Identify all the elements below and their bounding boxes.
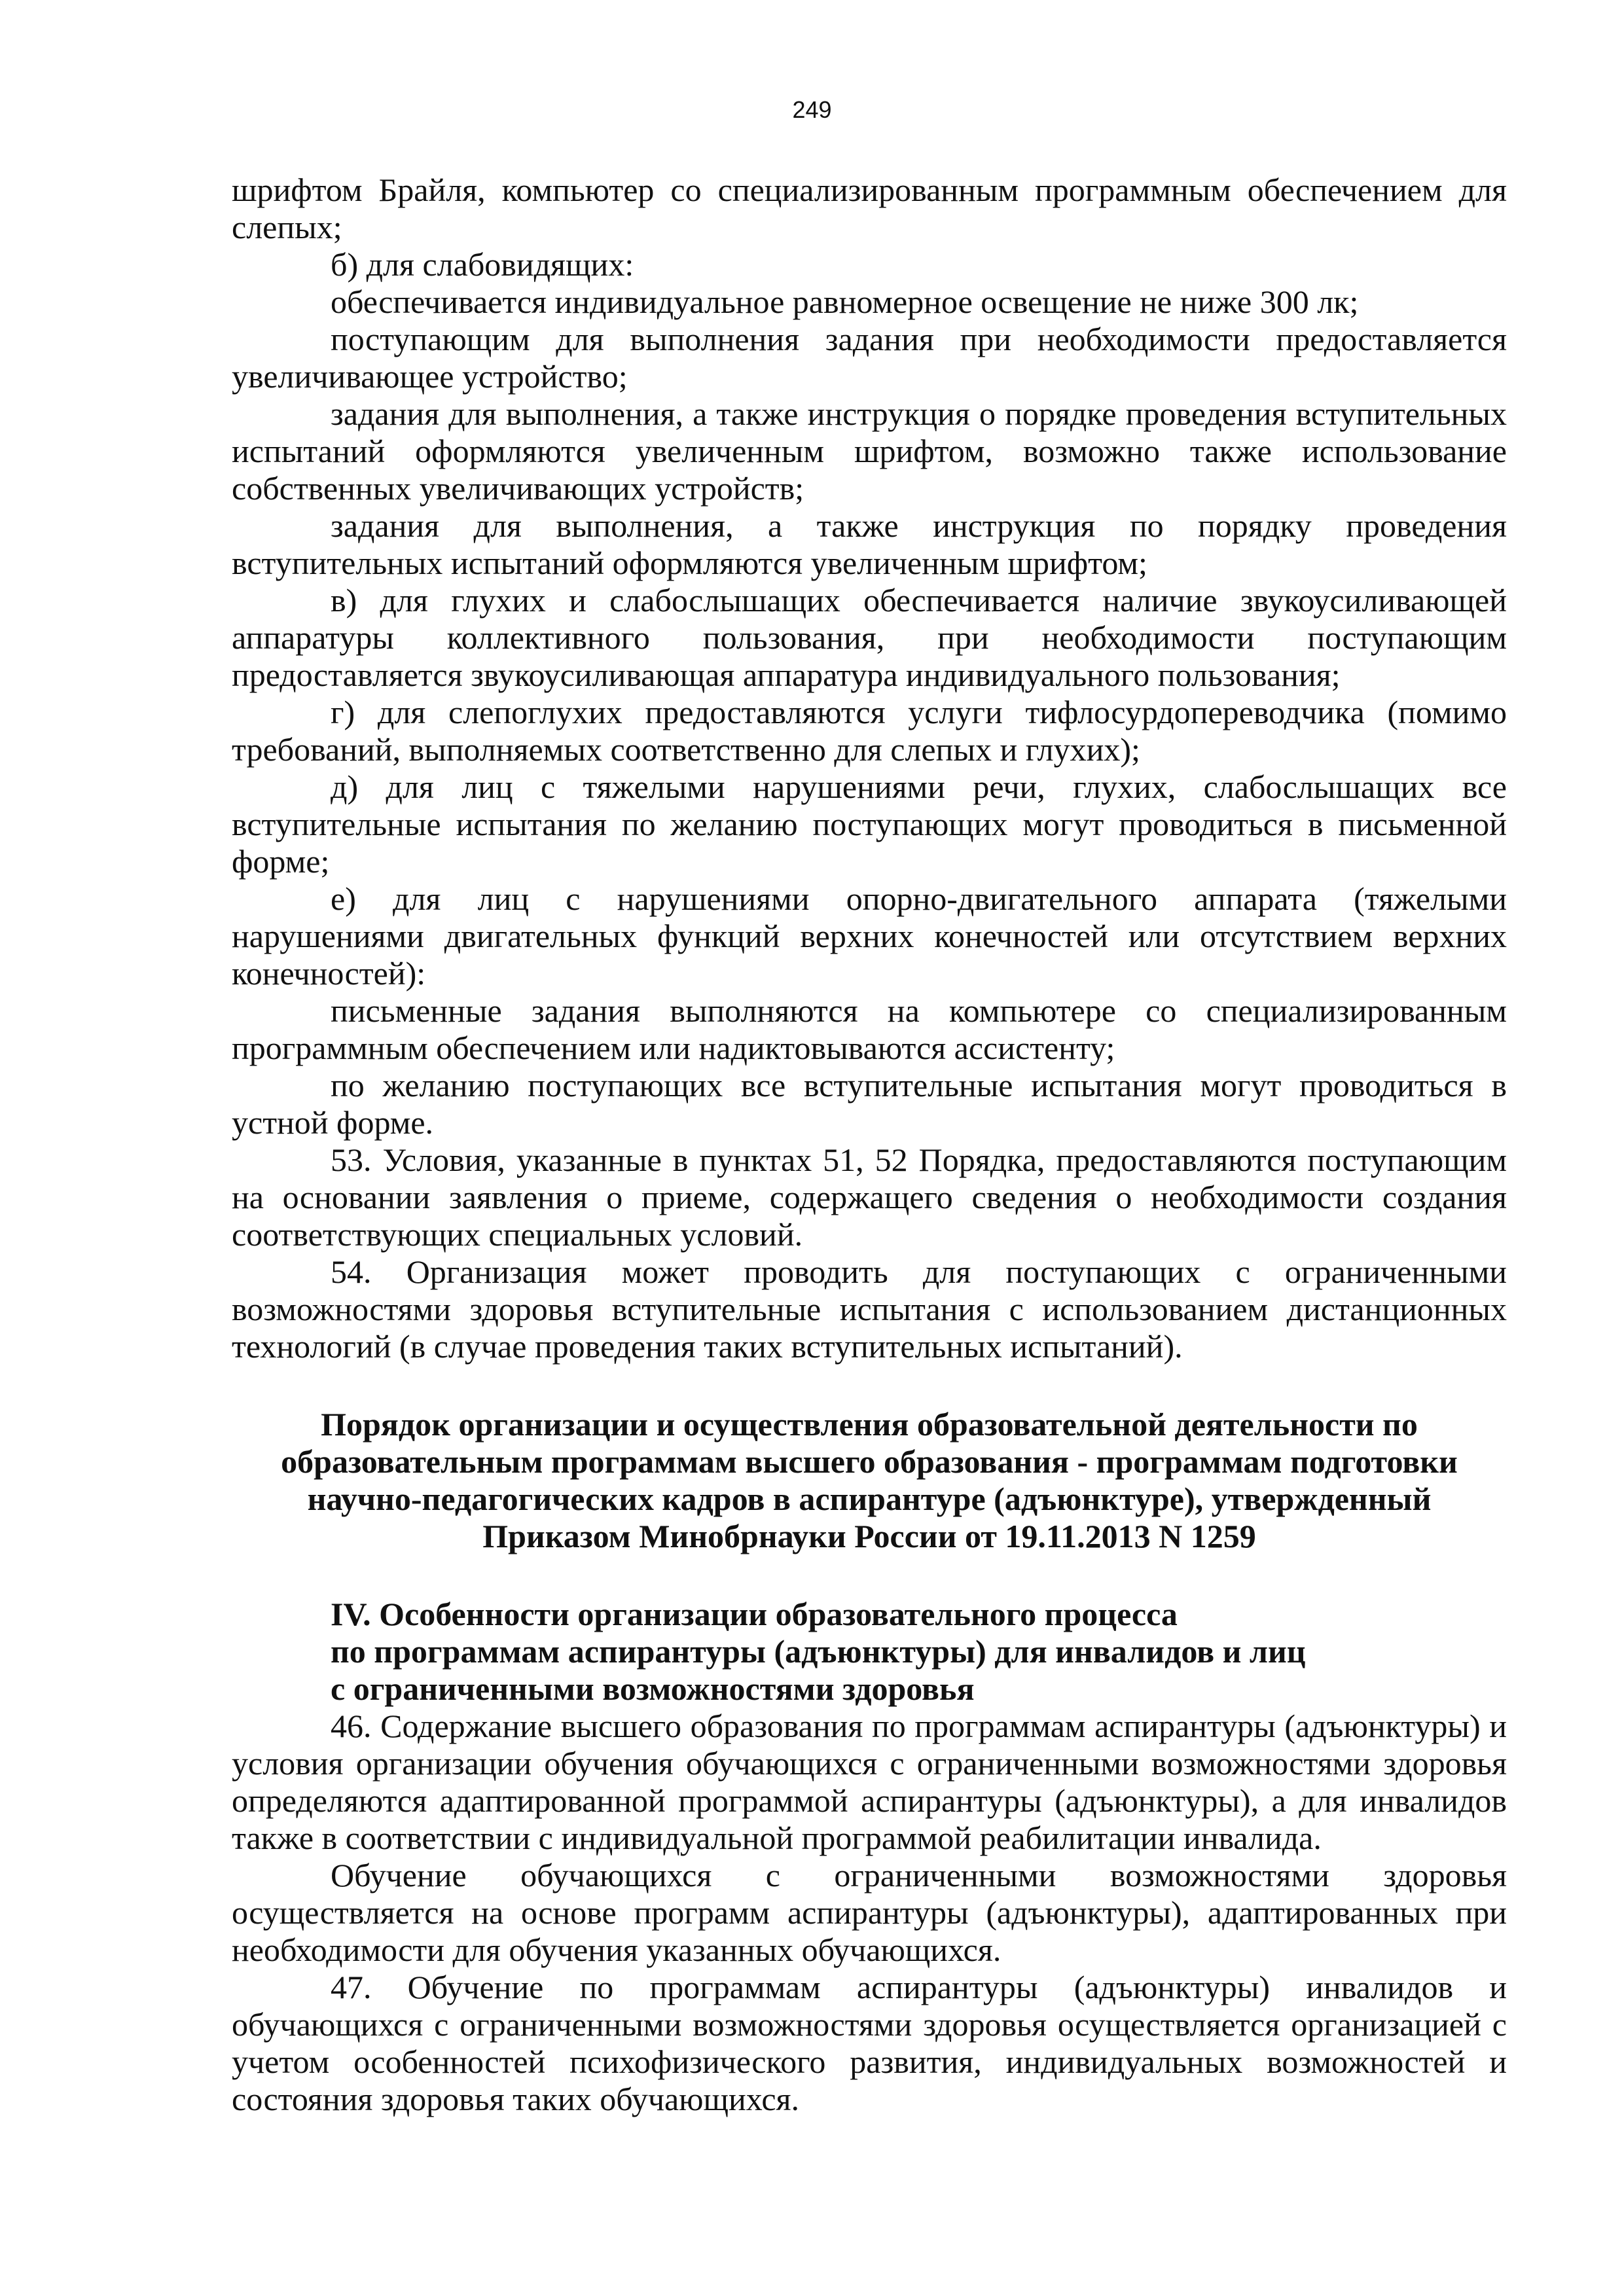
section-title xyxy=(232,1596,1507,1708)
spacer xyxy=(232,1555,1507,1596)
section-title-line: по программам аспирантуры (адъюнктуры) для инвалидов и лиц xyxy=(331,1633,1306,1670)
section-body xyxy=(232,1708,1507,2118)
paragraph: по желанию поступающих все вступительные испытания могут проводиться в устной форме. xyxy=(232,1067,1507,1141)
paragraph: письменные задания выполняются на компьютере со специализированным программным обеспечением или надиктовываются ассистенту; xyxy=(232,992,1507,1066)
paragraph: 54. Организация может проводить для поступающих с ограниченными возможностями здоровья вступительные испытания с использованием дистанционных технологий (в случае проведения таких вступительных испытаний). xyxy=(232,1253,1507,1365)
paragraph: обеспечивается индивидуальное равномерное освещение не ниже 300 лк; xyxy=(331,283,1359,320)
page-number: 249 xyxy=(792,96,832,123)
paragraph: задания для выполнения, а также инструкция по порядку проведения вступительных испытаний оформляются увеличенным шрифтом; xyxy=(232,507,1507,581)
document-body xyxy=(232,171,1507,2118)
paragraph: е) для лиц с нарушениями опорно-двигательного аппарата (тяжелыми нарушениями двигательных функций верхних конечностей или отсутствием верхних конечностей): xyxy=(232,880,1507,992)
paragraph: б) для слабовидящих: xyxy=(331,246,634,283)
paragraph: задания для выполнения, а также инструкция о порядке проведения вступительных испытаний оформляются увеличенным шрифтом, возможно также использование собственных увеличивающих устройств; xyxy=(232,395,1507,507)
document-title-line: Порядок организации и осуществления образовательной деятельности по xyxy=(321,1406,1418,1443)
admission-conditions-block xyxy=(232,171,1507,1365)
paragraph: шрифтом Брайля, компьютер со специализированным программным обеспечением для слепых; xyxy=(232,171,1507,245)
document-title xyxy=(232,1406,1507,1555)
paragraph: 53. Условия, указанные в пунктах 51, 52 Порядка, предоставляются поступающим на основании заявления о приеме, содержащего сведения о необходимости создания соответствующих специальных условий. xyxy=(232,1141,1507,1253)
paragraph: Обучение обучающихся с ограниченными возможностями здоровья осуществляется на основе программ аспирантуры (адъюнктуры), адаптированных при необходимости для обучения указанных обучающихся. xyxy=(232,1857,1507,1968)
document-title-line: научно-педагогических кадров в аспирантуре (адъюнктуре), утвержденный xyxy=(307,1480,1432,1517)
document-title-line: Приказом Минобрнауки России от 19.11.2013 N 1259 xyxy=(482,1518,1256,1554)
paragraph: д) для лиц с тяжелыми нарушениями речи, глухих, слабослышащих все вступительные испытания по желанию поступающих могут проводиться в письменной форме; xyxy=(232,768,1507,880)
paragraph: поступающим для выполнения задания при необходимости предоставляется увеличивающее устройство; xyxy=(232,321,1507,395)
section-title-line: с ограниченными возможностями здоровья xyxy=(331,1670,975,1707)
document-title-line: образовательным программам высшего образования - программам подготовки xyxy=(281,1443,1458,1480)
paragraph: г) для слепоглухих предоставляются услуги тифлосурдопереводчика (помимо требований, выполняемых соответственно для слепых и глухих); xyxy=(232,694,1507,768)
paragraph: 46. Содержание высшего образования по программам аспирантуры (адъюнктуры) и условия организации обучения обучающихся с ограниченными возможностями здоровья определяются адаптированной программой аспирантуры (адъюнктуры), а для инвалидов также в соответствии с индивидуальной программой реабилитации инвалида. xyxy=(232,1708,1507,1856)
spacer xyxy=(232,1365,1507,1406)
section-title-line: IV. Особенности организации образовательного процесса xyxy=(331,1596,1178,1632)
paragraph: 47. Обучение по программам аспирантуры (адъюнктуры) инвалидов и обучающихся с ограниченными возможностями здоровья осуществляется организацией с учетом особенностей психофизического развития, индивидуальных возможностей и состояния здоровья таких обучающихся. xyxy=(232,1969,1507,2117)
paragraph: в) для глухих и слабослышащих обеспечивается наличие звукоусиливающей аппаратуры коллективного пользования, при необходимости поступающим предоставляется звукоусиливающая аппаратура индивидуального пользования; xyxy=(232,582,1507,693)
